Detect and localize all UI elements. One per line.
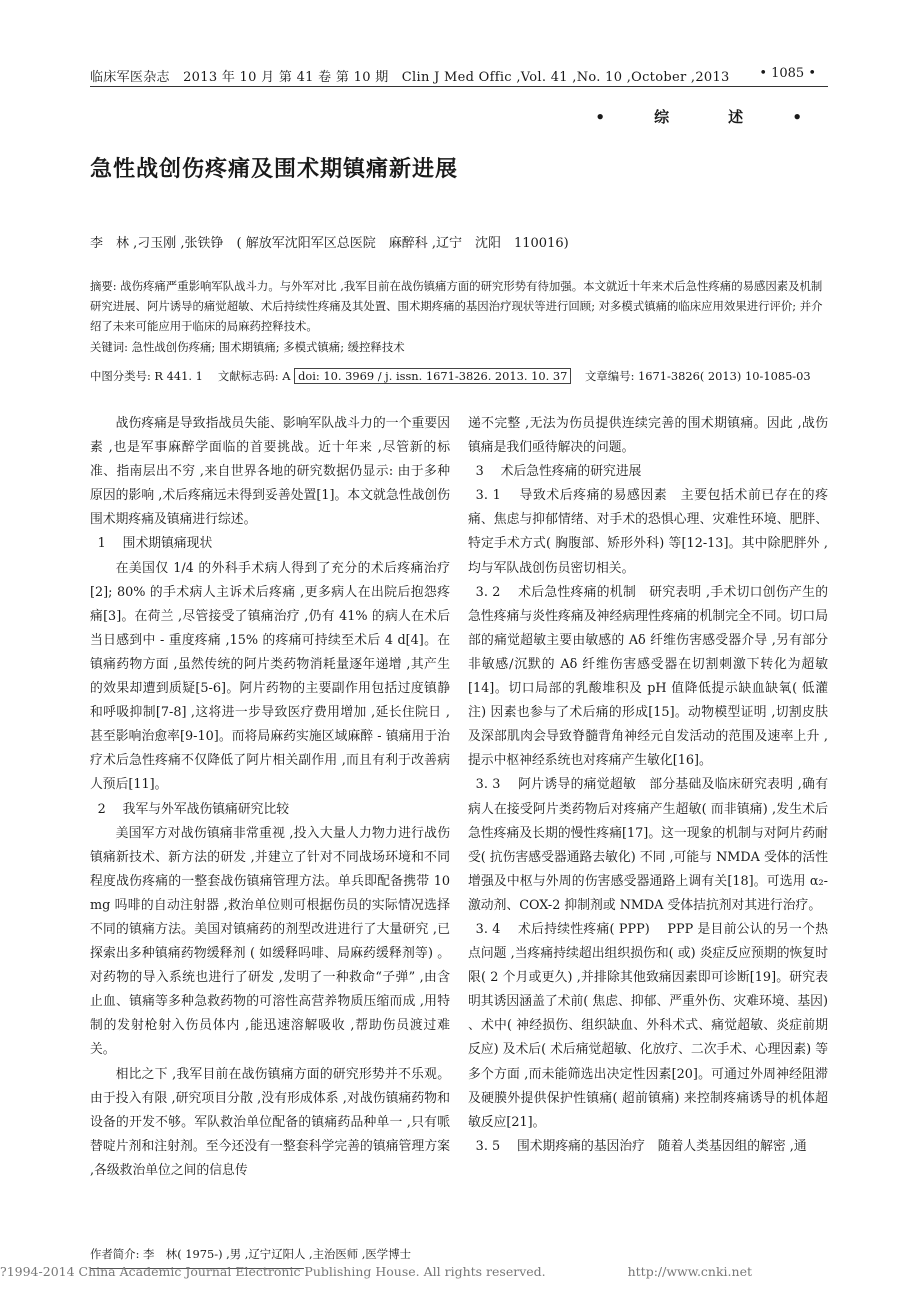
classification-line [90, 368, 811, 384]
right-column [468, 412, 828, 1159]
footer-url[interactable]: http://www.cnki.net [627, 1264, 752, 1279]
article-title: 急性战创伤疼痛及围术期镇痛新进展 [90, 157, 459, 182]
column-label: • 综 述 • [595, 108, 824, 126]
left-paragraph: 在美国仅 1/4 的外科手术病人得到了充分的术后疼痛治疗[2]; 80% 的手术病人主诉术后疼痛 ,更多病人在出院后抱怨疼痛[3]。在荷兰 ,尽管接受了镇痛治疗 ,仍有 41% 的病人在术后当日感到中 - 重度疼痛 ,15% 的疼痛可持续至术后 4 d[4]。在镇痛药物方面 ,虽然传统的阿片类药物消耗量逐年递增 ,其产生的效果却遭到质疑[5-6]。阿片药物的主要副作用包括过度镇静和呼吸抑制[7-8] ,这将进一步导致医疗费用增加 ,延长住院日 ,甚至影响治愈率[9-10]。而将局麻药实施区域麻醉 - 镇痛用于治疗术后急性疼痛不仅降低了阿片相关副作用 ,而且有利于改善病人预后[11]。 [90, 560, 450, 793]
page-number: • 1085 • [759, 66, 816, 81]
right-paragraph: 3 术后急性疼痛的研究进展 [475, 464, 642, 480]
right-paragraph: 3. 1 导致术后疼痛的易感因素 主要包括术前已存在的疼痛、焦虑与抑郁情绪、对手术的恐惧心理、灾难性环境、肥胖、特定手术方式( 胸腹部、矫形外科) 等[12-13]。其中除肥胖外 ,均与军队战创伤员密切相关。 [468, 488, 828, 576]
right-paragraph: 递不完整 ,无法为伤员提供连续完善的围术期镇痛。因此 ,战伤镇痛是我们亟待解决的问题。 [468, 416, 828, 456]
author-line: 李 林 ,刁玉刚 ,张铁铮 ( 解放军沈阳军区总医院 麻醉科 ,辽宁 沈阳 110016) [90, 236, 569, 251]
abstract: 摘要: 战伤疼痛严重影响军队战斗力。与外军对比 ,我军目前在战伤镇痛方面的研究形势有待加强。本文就近十年来术后急性疼痛的易感因素及机制研究进展、阿片诱导的痛觉超敏、术后持续性疼痛及其处置、围术期疼痛的基因治疗现状等进行回顾; 对多模式镇痛的临床应用效果进行评价; 并介绍了未来可能应用于临床的局麻药控释技术。 [90, 279, 823, 333]
right-paragraph: 3. 5 围术期疼痛的基因治疗 随着人类基因组的解密 ,通 [475, 1138, 807, 1154]
doi[interactable]: doi: 10. 3969 / j. issn. 1671-3826. 2013. 10. 37 [294, 368, 571, 384]
left-paragraph: 美国军方对战伤镇痛非常重视 ,投入大量人力物力进行战伤镇痛新技术、新方法的研发 ,并建立了针对不同战场环境和不同程度战伤疼痛的一整套战伤镇痛管理方法。单兵即配备携带 10 mg 吗啡的自动注射器 ,救治单位则可根据伤员的实际情况选择不同的镇痛方法。美国对镇痛药的剂型改进进行了大量研究 ,已探索出多种镇痛药物缓释剂 ( 如缓释吗啡、局麻药缓释剂等) 。对药物的导入系统也进行了研发 ,发明了一种救命“子弹” ,由含止血、镇痛等多种急救药物的可溶性高营养物质压缩而成 ,用特制的发射枪射入伤员体内 ,能迅速溶解吸收 ,帮助伤员渡过难关。 [90, 825, 450, 1058]
article-number: 文章编号: 1671-3826( 2013) 10-1085-03 [585, 369, 811, 383]
classification: 中图分类号: R 441. 1 文献标志码: A [90, 369, 291, 383]
left-column [90, 412, 450, 1183]
journal-header: 临床军医杂志 2013 年 10 月 第 41 卷 第 10 期 Clin J Med Offic ,Vol. 41 ,No. 10 ,October ,2013 [90, 70, 730, 85]
author-footnote: 作者简介: 李 林( 1975-) ,男 ,辽宁辽阳人 ,主治医师 ,医学博士 [90, 1247, 411, 1261]
left-paragraph: 相比之下 ,我军目前在战伤镇痛方面的研究形势并不乐观。由于投入有限 ,研究项目分散 ,没有形成体系 ,对战伤镇痛药物和设备的开发不够。军队救治单位配备的镇痛药品种单一 ,只有哌替啶片剂和注射剂。至今还没有一整套科学完善的镇痛管理方案 ,各级救治单位之间的信息传 [90, 1066, 450, 1178]
left-paragraph: 1 围术期镇痛现状 [97, 536, 213, 552]
right-paragraph: 3. 3 阿片诱导的痛觉超敏 部分基础及临床研究表明 ,确有病人在接受阿片类药物后对疼痛产生超敏( 而非镇痛) ,发生术后急性疼痛及长期的慢性疼痛[17]。这一现象的机制与对阿片药耐受( 抗伤害感受器通路去敏化) 不同 ,可能与 NMDA 受体的活性增强及中枢与外周的伤害感受器通路上调有关[18]。可选用 α₂-激动剂、COX-2 抑制剂或 NMDA 受体拮抗剂对其进行治疗。 [468, 777, 828, 913]
left-paragraph: 2 我军与外军战伤镇痛研究比较 [97, 801, 290, 817]
copyright-text: ?1994-2014 China Academic Journal Electronic Publishing House. All rights reserved. [0, 1264, 546, 1279]
left-paragraph: 战伤疼痛是导致指战员失能、影响军队战斗力的一个重要因素 ,也是军事麻醉学面临的首要挑战。近十年来 ,尽管新的标准、指南层出不穷 ,来自世界各地的研究数据仍显示: 由于多种原因的影响 ,术后疼痛远未得到妥善处置[1]。本文就急性战创伤围术期疼痛及镇痛进行综述。 [90, 416, 450, 528]
keywords: 关键词: 急性战创伤疼痛; 围术期镇痛; 多模式镇痛; 缓控释技术 [90, 340, 405, 354]
right-paragraph: 3. 2 术后急性疼痛的机制 研究表明 ,手术切口创伤产生的急性疼痛与炎性疼痛及神经病理性疼痛的机制完全不同。切口局部的痛觉超敏主要由敏感的 Aδ 纤维伤害感受器介导 ,另有部分非敏感/沉默的 Aδ 纤维伤害感受器在切割刺激下转化为超敏[14]。切口局部的乳酸堆积及 pH 值降低提示缺血缺氧( 低灌注) 因素也参与了术后痛的形成[15]。动物模型证明 ,切割皮肤及深部肌肉会导致脊髓背角神经元自发活动的范围及速率上升 ,提示中枢神经系统也对疼痛产生敏化[16]。 [468, 584, 828, 769]
right-paragraph: 3. 4 术后持续性疼痛( PPP) PPP 是目前公认的另一个热点问题 ,当疼痛持续超出组织损伤和( 或) 炎症反应预期的恢复时限( 2 个月或更久) ,并排除其他致痛因素即可诊断[19]。研究表明其诱因涵盖了术前( 焦虑、抑郁、严重外伤、灾难环境、基因) 、术中( 神经损伤、组织缺血、外科术式、痛觉超敏、炎症前期反应) 及术后( 术后痛觉超敏、化放疗、二次手术、心理因素) 等多个方面 ,而未能筛选出决定性因素[20]。可通过外周神经阻滞及硬膜外提供保护性镇痛( 超前镇痛) 来控制疼痛诱导的机体超敏反应[21]。 [468, 921, 828, 1130]
header-rule [90, 86, 828, 87]
